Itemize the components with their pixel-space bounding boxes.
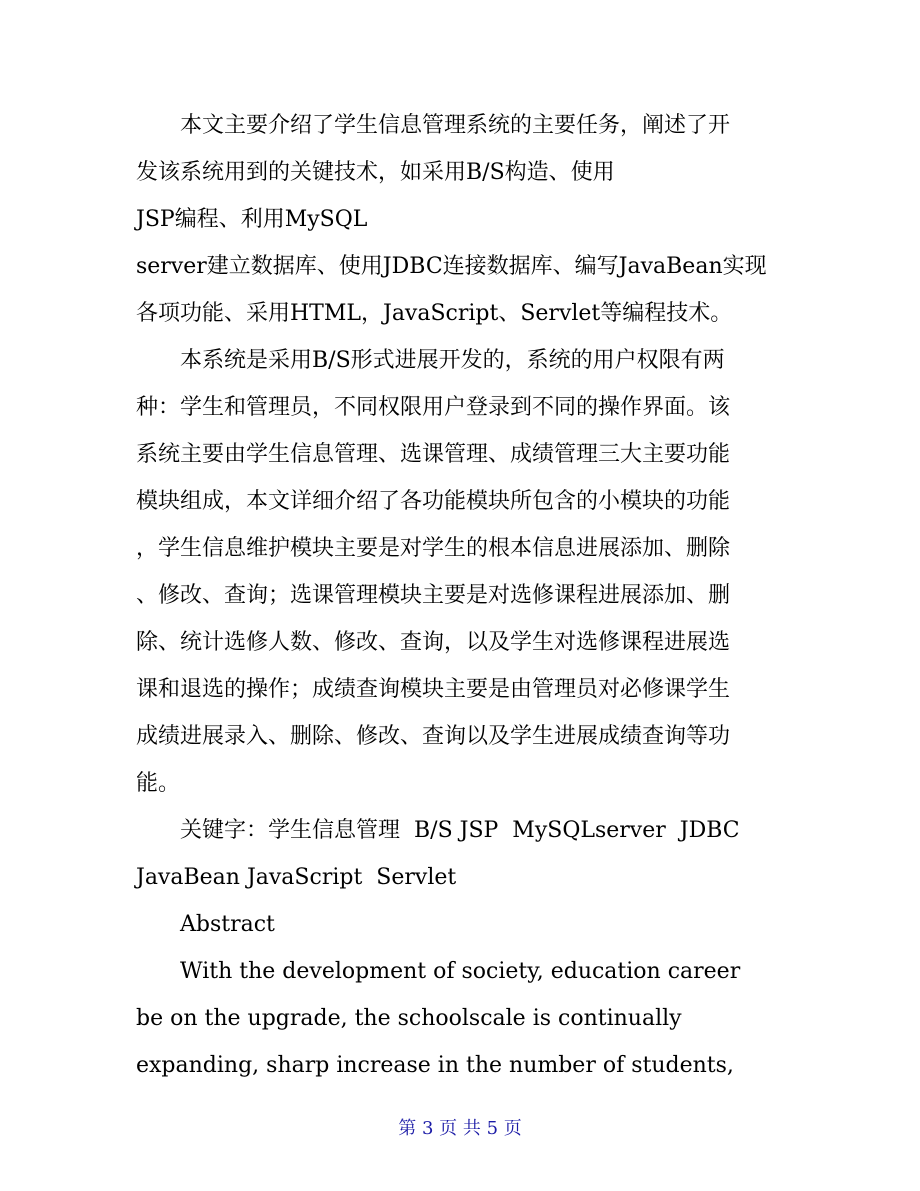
document-body [136,102,796,1089]
keywords-line: JavaBean JavaScript Servlet [136,865,457,890]
paragraph-line: 本文主要介绍了学生信息管理系统的主要任务，阐述了开 [180,113,731,138]
paragraph-line: 、修改、查询；选课管理模块主要是对选修课程进展添加、删 [136,583,731,608]
paragraph-line: JSP编程、利用MySQL [136,207,368,232]
paragraph-line: 各项功能、采用HTML，JavaScript、Servlet等编程技术。 [136,301,733,326]
paragraph-line: 本系统是采用B/S形式进展开发的，系统的用户权限有两 [180,348,725,373]
paragraph-line: 模块组成，本文详细介绍了各功能模块所包含的小模块的功能 [136,489,731,514]
abstract-heading: Abstract [180,912,275,937]
page-footer: 第 3 页 共 5 页 [398,1118,522,1139]
paragraph-line: server建立数据库、使用JDBC连接数据库、编写JavaBean实现 [136,254,767,279]
paragraph-line: 成绩进展录入、删除、修改、查询以及学生进展成绩查询等功 [136,724,731,749]
paragraph-line: 发该系统用到的关键技术，如采用B/S构造、使用 [136,160,615,185]
paragraph-line: 除、统计选修人数、修改、查询，以及学生对选修课程进展选 [136,630,731,655]
paragraph-line: 种：学生和管理员，不同权限用户登录到不同的操作界面。该 [136,395,731,420]
paragraph-line: ，学生信息维护模块主要是对学生的根本信息进展添加、删除 [136,536,731,561]
abstract-line: be on the upgrade, the schoolscale is continually [136,1006,682,1031]
abstract-line: With the development of society, education career [180,959,741,984]
paragraph-line: 课和退选的操作；成绩查询模块主要是由管理员对必修课学生 [136,677,731,702]
abstract-line: expanding, sharp increase in the number of students, [136,1053,734,1078]
paragraph-line: 能。 [136,771,181,796]
keywords-line: 关键字：学生信息管理 B/S JSP MySQLserver JDBC [180,818,740,843]
paragraph-line: 系统主要由学生信息管理、选课管理、成绩管理三大主要功能 [136,442,731,467]
